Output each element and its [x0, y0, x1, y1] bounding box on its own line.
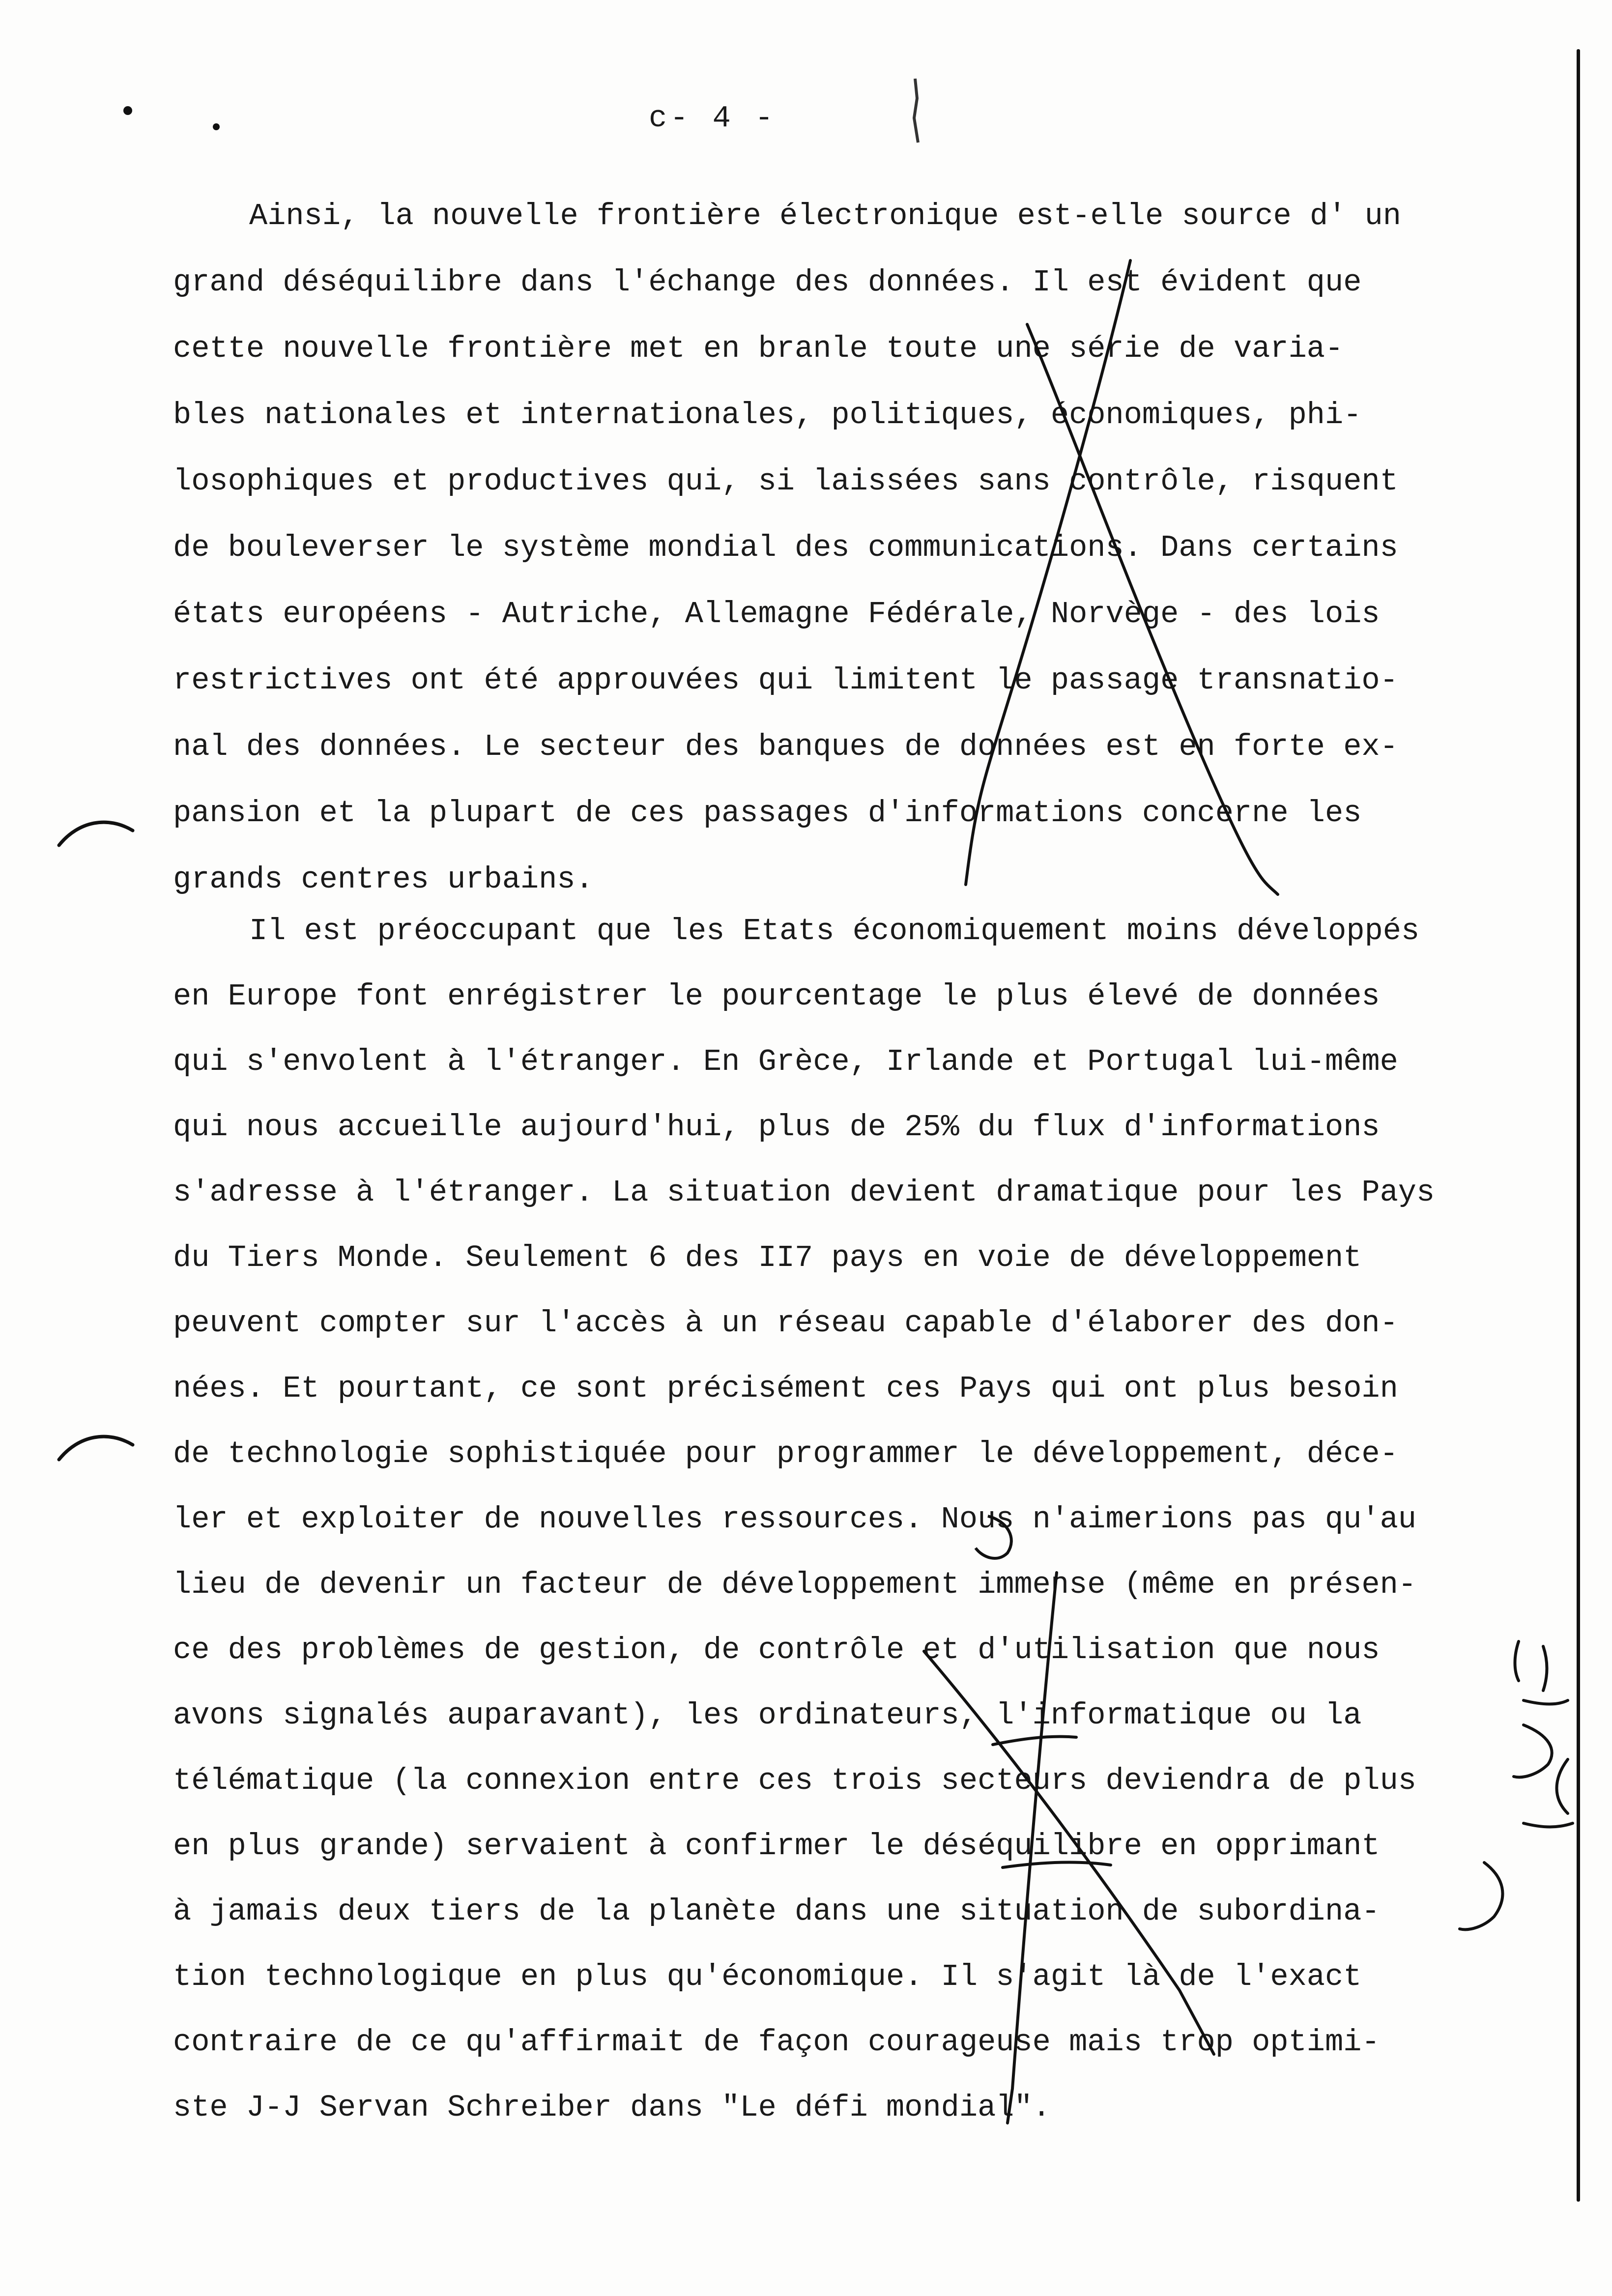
text-line: ste J-J Servan Schreiber dans "Le défi mondial".: [173, 2090, 1051, 2125]
text-line: en plus grande) servaient à confirmer le déséquilibre en opprimant: [173, 1829, 1380, 1864]
text-line: états européens - Autriche, Allemagne Fédérale, Norvège - des lois: [173, 597, 1380, 631]
scan-mark: [914, 79, 918, 143]
text-line: restrictives ont été approuvées qui limitent le passage transnatio-: [173, 663, 1398, 698]
text-line: ce des problèmes de gestion, de contrôle et d'utilisation que nous: [173, 1633, 1380, 1667]
text-line: en Europe font enrégistrer le pourcentage le plus élevé de données: [173, 979, 1380, 1014]
text-line: s'adresse à l'étranger. La situation devient dramatique pour les Pays: [173, 1175, 1435, 1210]
text-line: grands centres urbains.: [173, 862, 594, 897]
text-line: nal des données. Le secteur des banques de données est en forte ex-: [173, 729, 1398, 764]
text-line: contraire de ce qu'affirmait de façon courageuse mais trop optimi-: [173, 2025, 1380, 2060]
text-line: bles nationales et internationales, politiques, économiques, phi-: [173, 398, 1362, 432]
text-line: peuvent compter sur l'accès à un réseau capable d'élaborer des don-: [173, 1306, 1398, 1341]
bracket-mark: [59, 822, 133, 845]
text-line: à jamais deux tiers de la planète dans une situation de subordina-: [173, 1894, 1380, 1929]
text-line: nées. Et pourtant, ce sont précisément ces Pays qui ont plus besoin: [173, 1371, 1398, 1406]
text-line: de bouleverser le système mondial des communications. Dans certains: [173, 530, 1398, 565]
ink-dot: [213, 123, 220, 130]
text-line: télématique (la connexion entre ces trois secteurs deviendra de plus: [173, 1763, 1417, 1798]
text-line: qui s'envolent à l'étranger. En Grèce, Irlande et Portugal lui-même: [173, 1044, 1398, 1079]
text-line: pansion et la plupart de ces passages d'informations concerne les: [173, 796, 1362, 831]
ink-dot: [123, 106, 132, 115]
margin-brackets: [1460, 1641, 1573, 1929]
text-line: cette nouvelle frontière met en branle toute une série de varia-: [173, 331, 1344, 366]
text-line: de technologie sophistiquée pour programmer le développement, déce-: [173, 1436, 1398, 1471]
text-line: tion technologique en plus qu'économique. Il s'agit là de l'exact: [173, 1959, 1362, 1994]
text-line: lieu de devenir un facteur de développement immense (même en présen-: [173, 1567, 1417, 1602]
text-line: avons signalés auparavant), les ordinateurs, l'informatique ou la: [173, 1698, 1362, 1733]
margin-rule: [1577, 49, 1580, 2202]
text-line: ler et exploiter de nouvelles ressources. Nous n'aimerions pas qu'au: [173, 1502, 1417, 1537]
page-number: c- 4 -: [649, 101, 777, 136]
bracket-mark: [59, 1436, 133, 1460]
text-line: Ainsi, la nouvelle frontière électronique est-elle source d' un: [249, 199, 1401, 233]
text-line: qui nous accueille aujourd'hui, plus de 25% du flux d'informations: [173, 1110, 1380, 1145]
text-line: grand déséquilibre dans l'échange des données. Il est évident que: [173, 265, 1362, 300]
text-line: Il est préoccupant que les Etats économiquement moins développés: [249, 914, 1420, 948]
text-line: losophiques et productives qui, si laissées sans contrôle, risquent: [173, 464, 1398, 499]
text-line: du Tiers Monde. Seulement 6 des II7 pays en voie de développement: [173, 1240, 1362, 1275]
